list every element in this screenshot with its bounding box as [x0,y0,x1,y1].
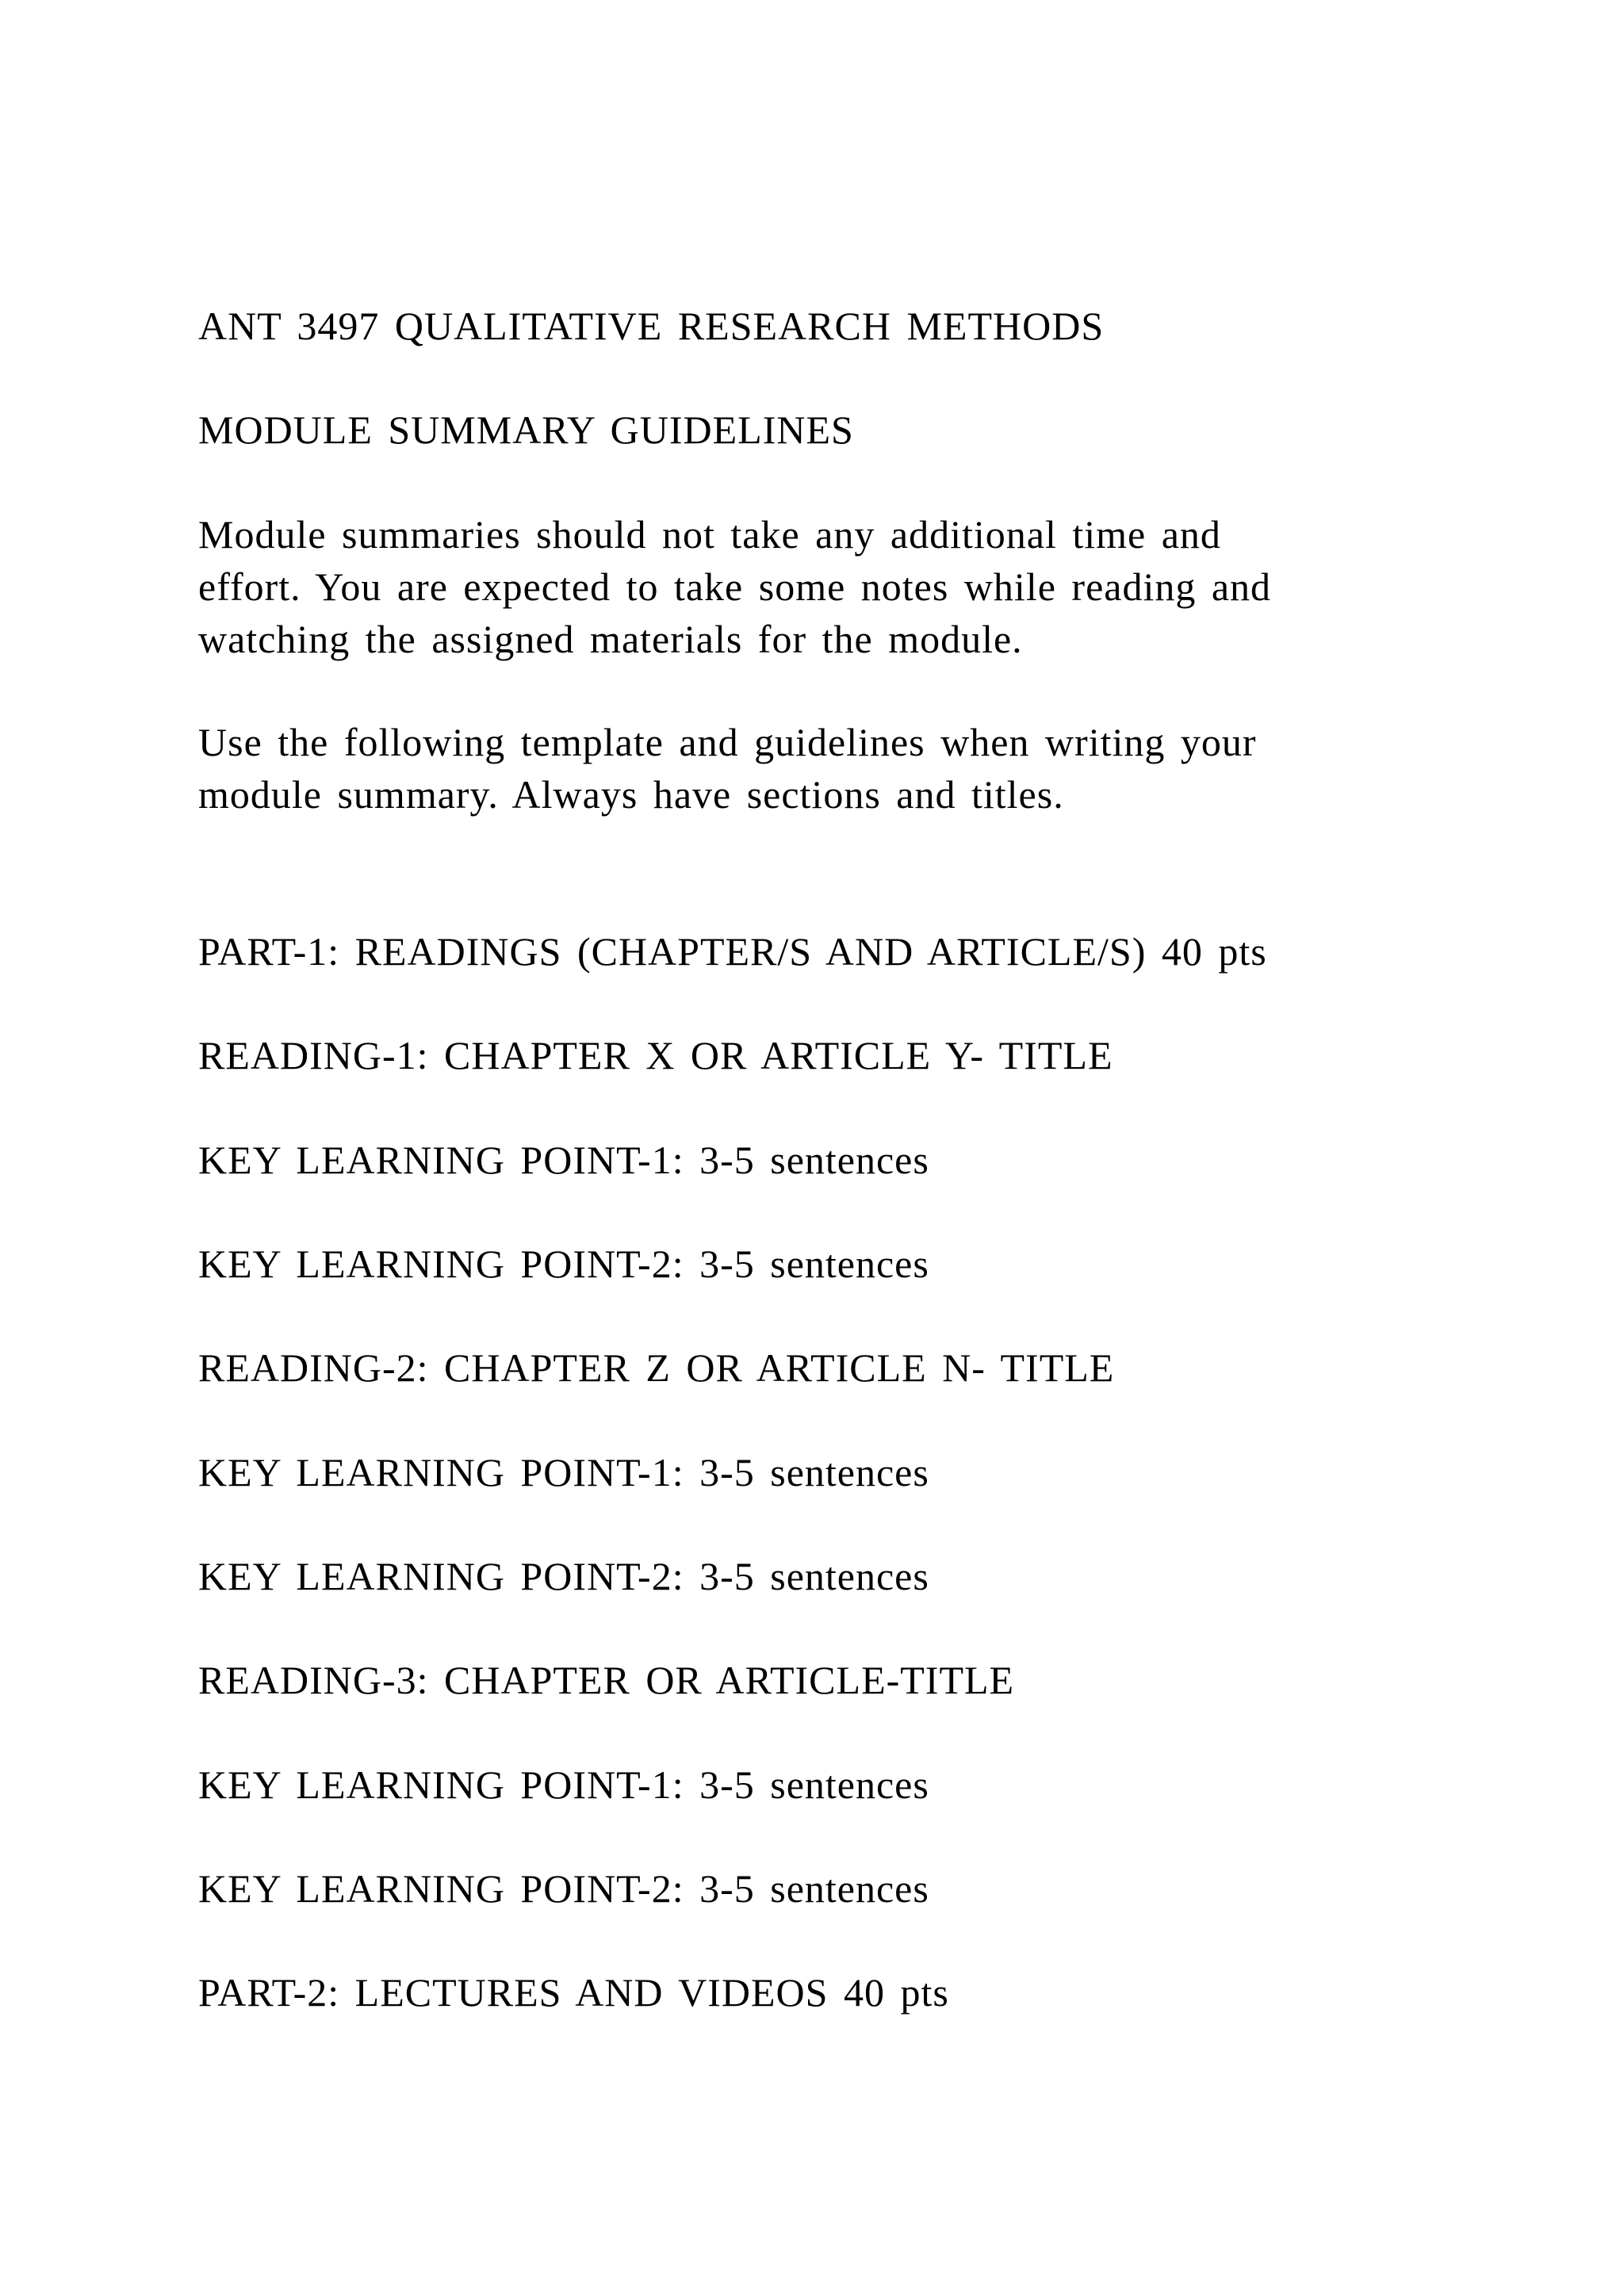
template-line-2: module summary. Always have sections and titles. [198,772,1064,817]
reading1-point2: KEY LEARNING POINT-2: 3-5 sentences [198,1242,929,1286]
reading3-heading: READING-3: CHAPTER OR ARTICLE-TITLE [198,1658,1015,1702]
reading1-heading: READING-1: CHAPTER X OR ARTICLE Y- TITLE [198,1033,1113,1077]
guidelines-title: MODULE SUMMARY GUIDELINES [198,408,854,452]
intro-line-1: Module summaries should not take any additional time and [198,512,1221,557]
reading3-point1: KEY LEARNING POINT-1: 3-5 sentences [198,1762,929,1807]
part2-heading: PART-2: LECTURES AND VIDEOS 40 pts [198,1970,949,2015]
reading2-heading: READING-2: CHAPTER Z OR ARTICLE N- TITLE [198,1345,1115,1390]
template-line-1: Use the following template and guidelines when writing your [198,720,1257,764]
part1-heading: PART-1: READINGS (CHAPTER/S AND ARTICLE/S) 40 pts [198,929,1267,974]
reading2-point1: KEY LEARNING POINT-1: 3-5 sentences [198,1450,929,1494]
reading3-point2: KEY LEARNING POINT-2: 3-5 sentences [198,1866,929,1911]
course-title: ANT 3497 QUALITATIVE RESEARCH METHODS [198,304,1105,348]
reading1-point1: KEY LEARNING POINT-1: 3-5 sentences [198,1138,929,1182]
intro-line-3: watching the assigned materials for the module. [198,617,1023,661]
intro-line-2: effort. You are expected to take some notes while reading and [198,564,1272,609]
reading2-point2: KEY LEARNING POINT-2: 3-5 sentences [198,1554,929,1598]
